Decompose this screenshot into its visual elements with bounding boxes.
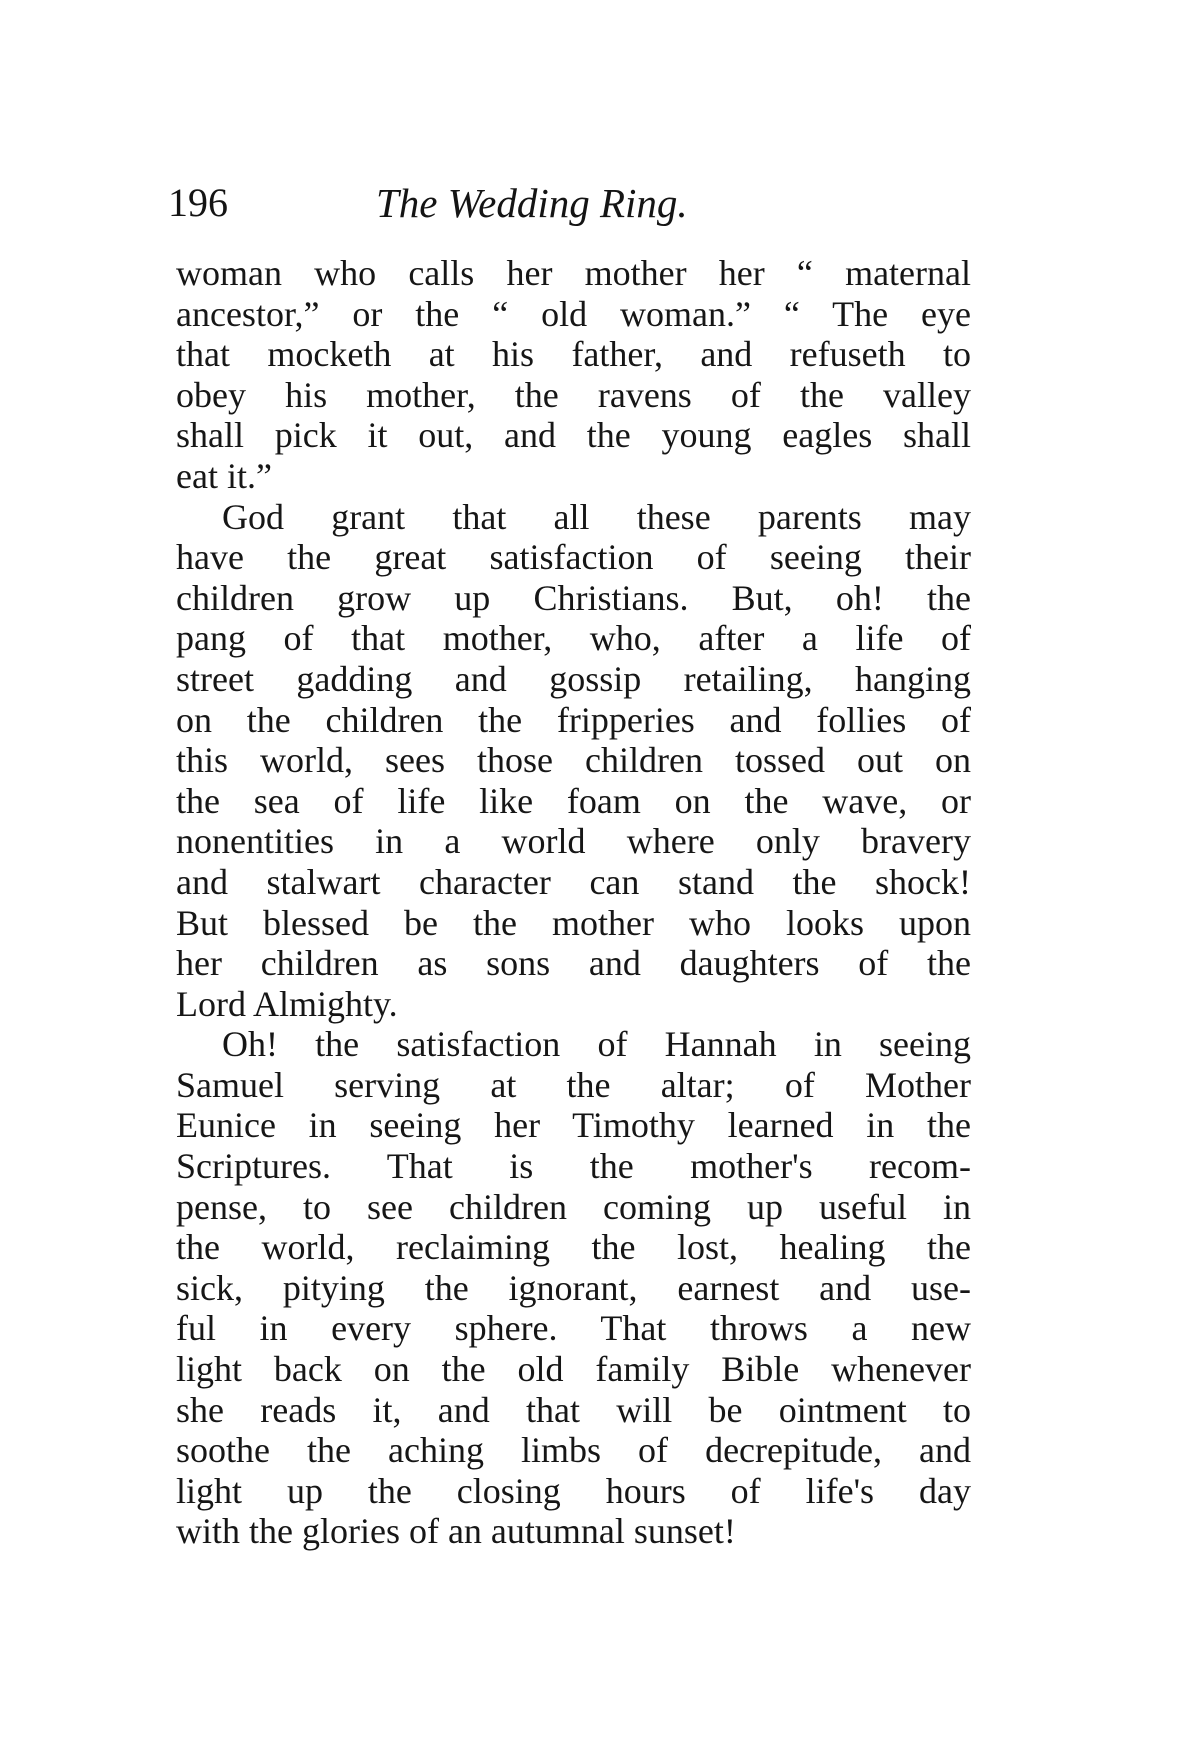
text-line: light up the closing hours of life's day [176,1470,971,1511]
text-line: ful in every sphere. That throws a new [176,1308,971,1349]
text-line: eat it.” [176,455,272,496]
text-line: her children as sons and daughters of the [176,943,971,984]
text-line: children grow up Christians. But, oh! the [176,577,971,618]
page-number: 196 [168,180,228,225]
text-line: with the glories of an autumnal sunset! [176,1511,736,1552]
text-line: have the great satisfaction of seeing their [176,537,971,578]
text-line: sick, pitying the ignorant, earnest and use- [176,1267,971,1308]
text-line: she reads it, and that will be ointment to [176,1389,971,1430]
text-line: woman who calls her mother her “ maternal [176,253,971,293]
text-line: the sea of life like foam on the wave, or [176,780,971,821]
text-line: and stalwart character can stand the shock! [176,861,971,902]
text-line: the world, reclaiming the lost, healing the [176,1227,971,1268]
text-line: soothe the aching limbs of decrepitude, and [176,1430,971,1471]
text-line: shall pick it out, and the young eagles shall [176,415,971,456]
text-line: Scriptures. That is the mother's recom- [176,1146,971,1187]
text-line: God grant that all these parents may [222,496,971,537]
text-line: But blessed be the mother who looks upon [176,902,971,943]
text-line: Oh! the satisfaction of Hannah in seeing [222,1024,971,1065]
text-line: Eunice in seeing her Timothy learned in the [176,1105,971,1146]
text-line: on the children the fripperies and follies of [176,699,971,740]
text-line: nonentities in a world where only bravery [176,821,971,862]
text-line: pense, to see children coming up useful in [176,1186,971,1227]
text-line: Lord Almighty. [176,983,398,1024]
text-line: light back on the old family Bible whenever [176,1349,971,1390]
text-line: obey his mother, the ravens of the valley [176,374,971,415]
running-title: The Wedding Ring. [376,180,688,226]
text-line: this world, sees those children tossed out on [176,740,971,781]
text-line: street gadding and gossip retailing, hanging [176,658,971,699]
text-line: Samuel serving at the altar; of Mother [176,1064,971,1105]
body-text [176,253,971,1552]
text-line: ancestor,” or the “ old woman.” “ The eye [176,293,971,334]
text-line: pang of that mother, who, after a life of [176,618,971,659]
page-header [168,178,988,238]
text-line: that mocketh at his father, and refuseth to [176,334,971,375]
